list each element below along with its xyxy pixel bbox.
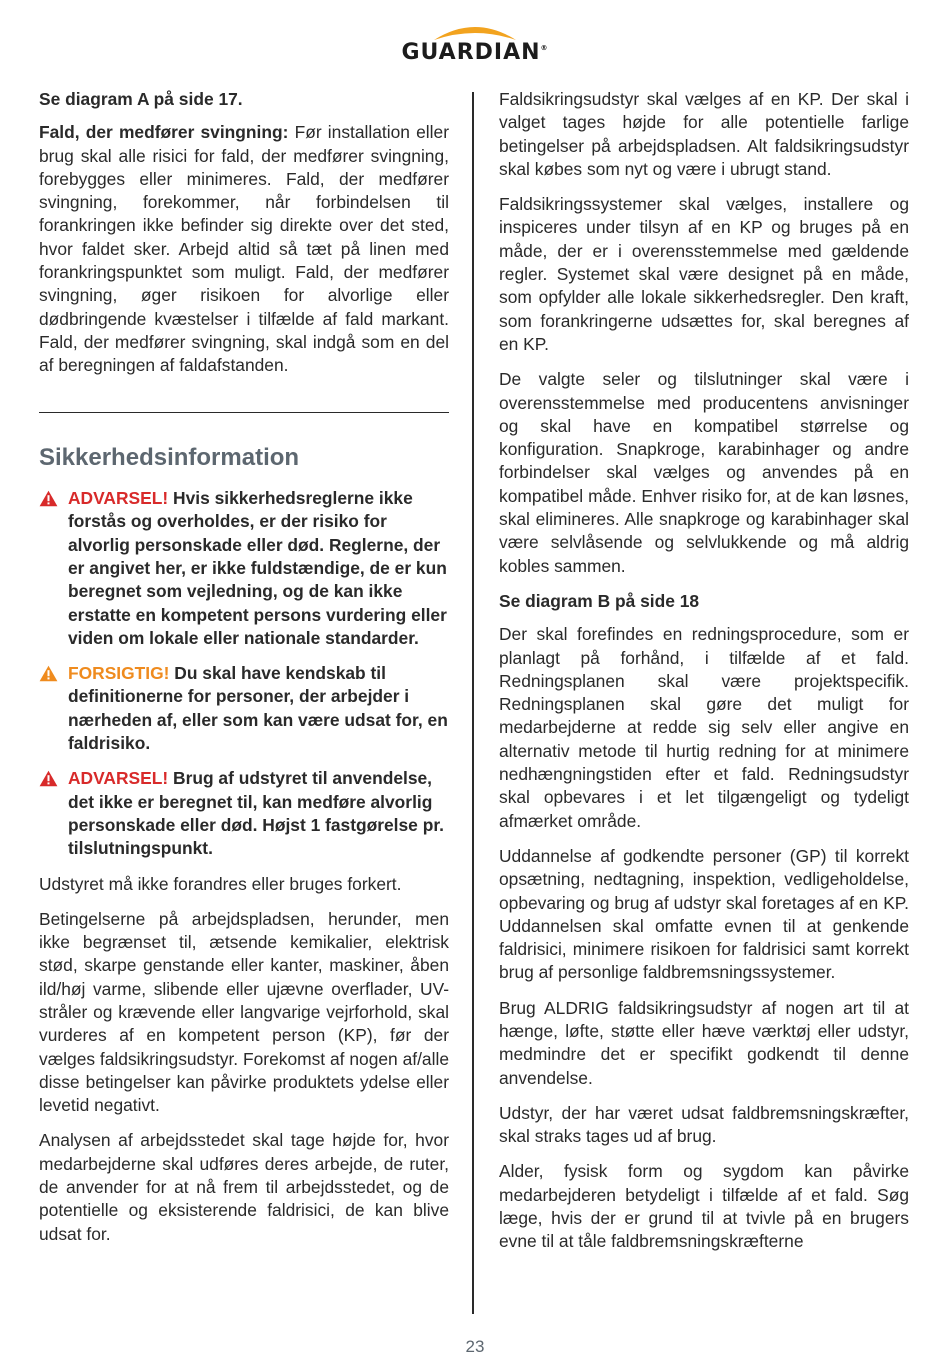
- section-heading: Sikkerhedsinformation: [39, 444, 300, 472]
- left-column: [39, 88, 449, 1258]
- guardian-logo: [0, 20, 950, 65]
- paragraph-no-modification: Udstyret må ikke forandres eller bruges forkert.: [39, 873, 402, 894]
- paragraph-harness-connectors: De valgte seler og tilslutninger skal være i overensstemmelse med producentens anvisninger og skal have en kompatibel størrelse og konfiguration. Snapkroge, karabinhager og andre forbindelser skal vælges og anvendes på en kompatibel måde. Enhver risiko for, at de kan løsnes, skal elimineres. Alle snapkroge og karabinhager skal være selvlåsende og selvlukkende og må aldrig kobles sammen.: [499, 369, 909, 576]
- diagram-a-reference: Se diagram A på side 17.: [39, 89, 243, 109]
- paragraph-remove-from-service: Udstyr, der har været udsat faldbremsningskræfter, skal straks tages ud af brug.: [499, 1102, 909, 1147]
- section-divider: [39, 412, 449, 414]
- logo-wordmark: GUARDIAN®: [401, 40, 549, 65]
- swing-fall-paragraph: [39, 121, 449, 377]
- caution-1-keyword: FORSIGTIG!: [68, 663, 170, 684]
- paragraph-workplace-analysis: Analysen af arbejdsstedet skal tage højde for, hvor medarbejderne skal udføres deres arbejde, de ruter, de anvender for at nå frem til arbejdsstedet, og de potentielle og eksisterende faldrisici, de kan blive udsat for.: [39, 1130, 449, 1244]
- column-divider: [472, 92, 474, 1314]
- paragraph-never-use: Brug ALDRIG faldsikringsudstyr af nogen art til at hænge, løfte, støtte eller hæve værktøj eller udstyr, medmindre det er specifikt godkendt til denne anvendelse.: [499, 997, 909, 1088]
- warning-2: [39, 767, 449, 860]
- swing-fall-title: Fald, der medfører svingning:: [39, 122, 289, 143]
- page-number: 23: [465, 1337, 485, 1356]
- paragraph-training: Uddannelse af godkendte personer (GP) til korrekt opsætning, nedtagning, inspektion, vedligeholdelse, opbevaring og brug af udstyr skal foretages af en KP. Uddannelsen skal omfatte evnen til at genkende faldrisici, minimere risikoen for faldrisici samt korrekt brug af personlige faldbremsningssystemer.: [499, 845, 909, 983]
- paragraph-system-installation: Faldsikringssystemer skal vælges, installere og inspiceres under tilsyn af en KP og bruges på en måde, der er i overensstemmelse med gældende regler. Systemet skal være designet på en måde, som opfylder alle lokale sikkerhedsregler. Den kraft, som forankringerne udsættes for, skal beregnes af en KP.: [499, 194, 909, 354]
- swing-fall-text: Før installation eller brug skal alle risici for fald, der medfører svingning, forebygges eller minimeres. Fald, der medfører svingning, forekommer, når forbindelsen til forankringen ikke befinder sig direkte over det sted, hvor faldet sker. Arbejd altid så tæt på linen med forankringspunktet som muligt. Fald, der medfører svingning, øger risikoen for alvorlige eller dødbringende kvæstelser i tilfælde af fald markant. Fald, der medfører svingning, skal indgå som en del af beregningen af faldafstanden.: [39, 122, 449, 376]
- caution-1: [39, 662, 449, 755]
- warning-2-keyword: ADVARSEL!: [68, 768, 169, 789]
- right-column: [499, 88, 909, 1266]
- paragraph-rescue-procedure: Der skal forefindes en redningsprocedure, som er planlagt på forhånd, i tilfælde af et fald. Redningsplanen skal være projektspecifik. Redningsplanen skal gøre det muligt for medarbejderne at redde sig selv eller angive en alternativ metode til hurtig redning for at minimere nedhængningstiden efter et fald. Redningsudstyr skal opbevares i et let tilgængeligt og tydeligt afmærket område.: [499, 624, 909, 831]
- diagram-b-reference: Se diagram B på side 18: [499, 590, 700, 611]
- paragraph-age-fitness: Alder, fysisk form og sygdom kan påvirke medarbejderen betydeligt i tilfælde af et fald. Søg læge, hvis der er grund til at tvivle på en brugers evne til at tåle faldbremsningskræfterne: [499, 1161, 909, 1252]
- caution-triangle-icon: [39, 665, 58, 682]
- caution-1-text: Du skal have kendskab til definitionerne for personer, der arbejder i nærheden af, eller som kan være udsat for, en faldrisiko.: [68, 663, 448, 754]
- warning-1-keyword: ADVARSEL!: [68, 488, 169, 509]
- warning-2-text: Brug af udstyret til anvendelse, det ikke er beregnet til, kan medføre alvorlig personskade eller død. Højst 1 fastgørelse pr. tilslutningspunkt.: [68, 768, 444, 859]
- logo-arc-icon: [430, 20, 520, 42]
- warning-1: [39, 487, 449, 650]
- warning-1-text: Hvis sikkerhedsreglerne ikke forstås og overholdes, er der risiko for alvorlig personskade eller død. Reglerne, der er angivet her, er ikke fuldstændige, de er kun beregnet som vejledning, og de kan ikke erstatte en kompetent persons vurdering eller viden om lokale eller nationale standarder.: [68, 488, 447, 648]
- warning-triangle-icon: [39, 490, 58, 507]
- paragraph-equipment-selection: Faldsikringsudstyr skal vælges af en KP. Der skal i valget tages højde for alle potentielle farlige betingelser på arbejdspladsen. Alt faldsikringsudstyr skal købes som nyt og være i ubrugt stand.: [499, 89, 909, 179]
- paragraph-workplace-conditions: Betingelserne på arbejdspladsen, herunder, men ikke begrænset til, ætsende kemikalier, elektrisk stød, skarpe genstande eller kanter, maskiner, åben ild/høj varme, slibende eller ujævne overflader, UV-stråler og krævende eller langvarige vejrforhold, skal vurderes af en kompetent person (KP), før der vælges faldsikringsudstyr. Forekomst af nogen af/alle disse betingelser kan påvirke produktets ydelse eller levetid negativt.: [39, 908, 449, 1116]
- warning-triangle-icon: [39, 770, 58, 787]
